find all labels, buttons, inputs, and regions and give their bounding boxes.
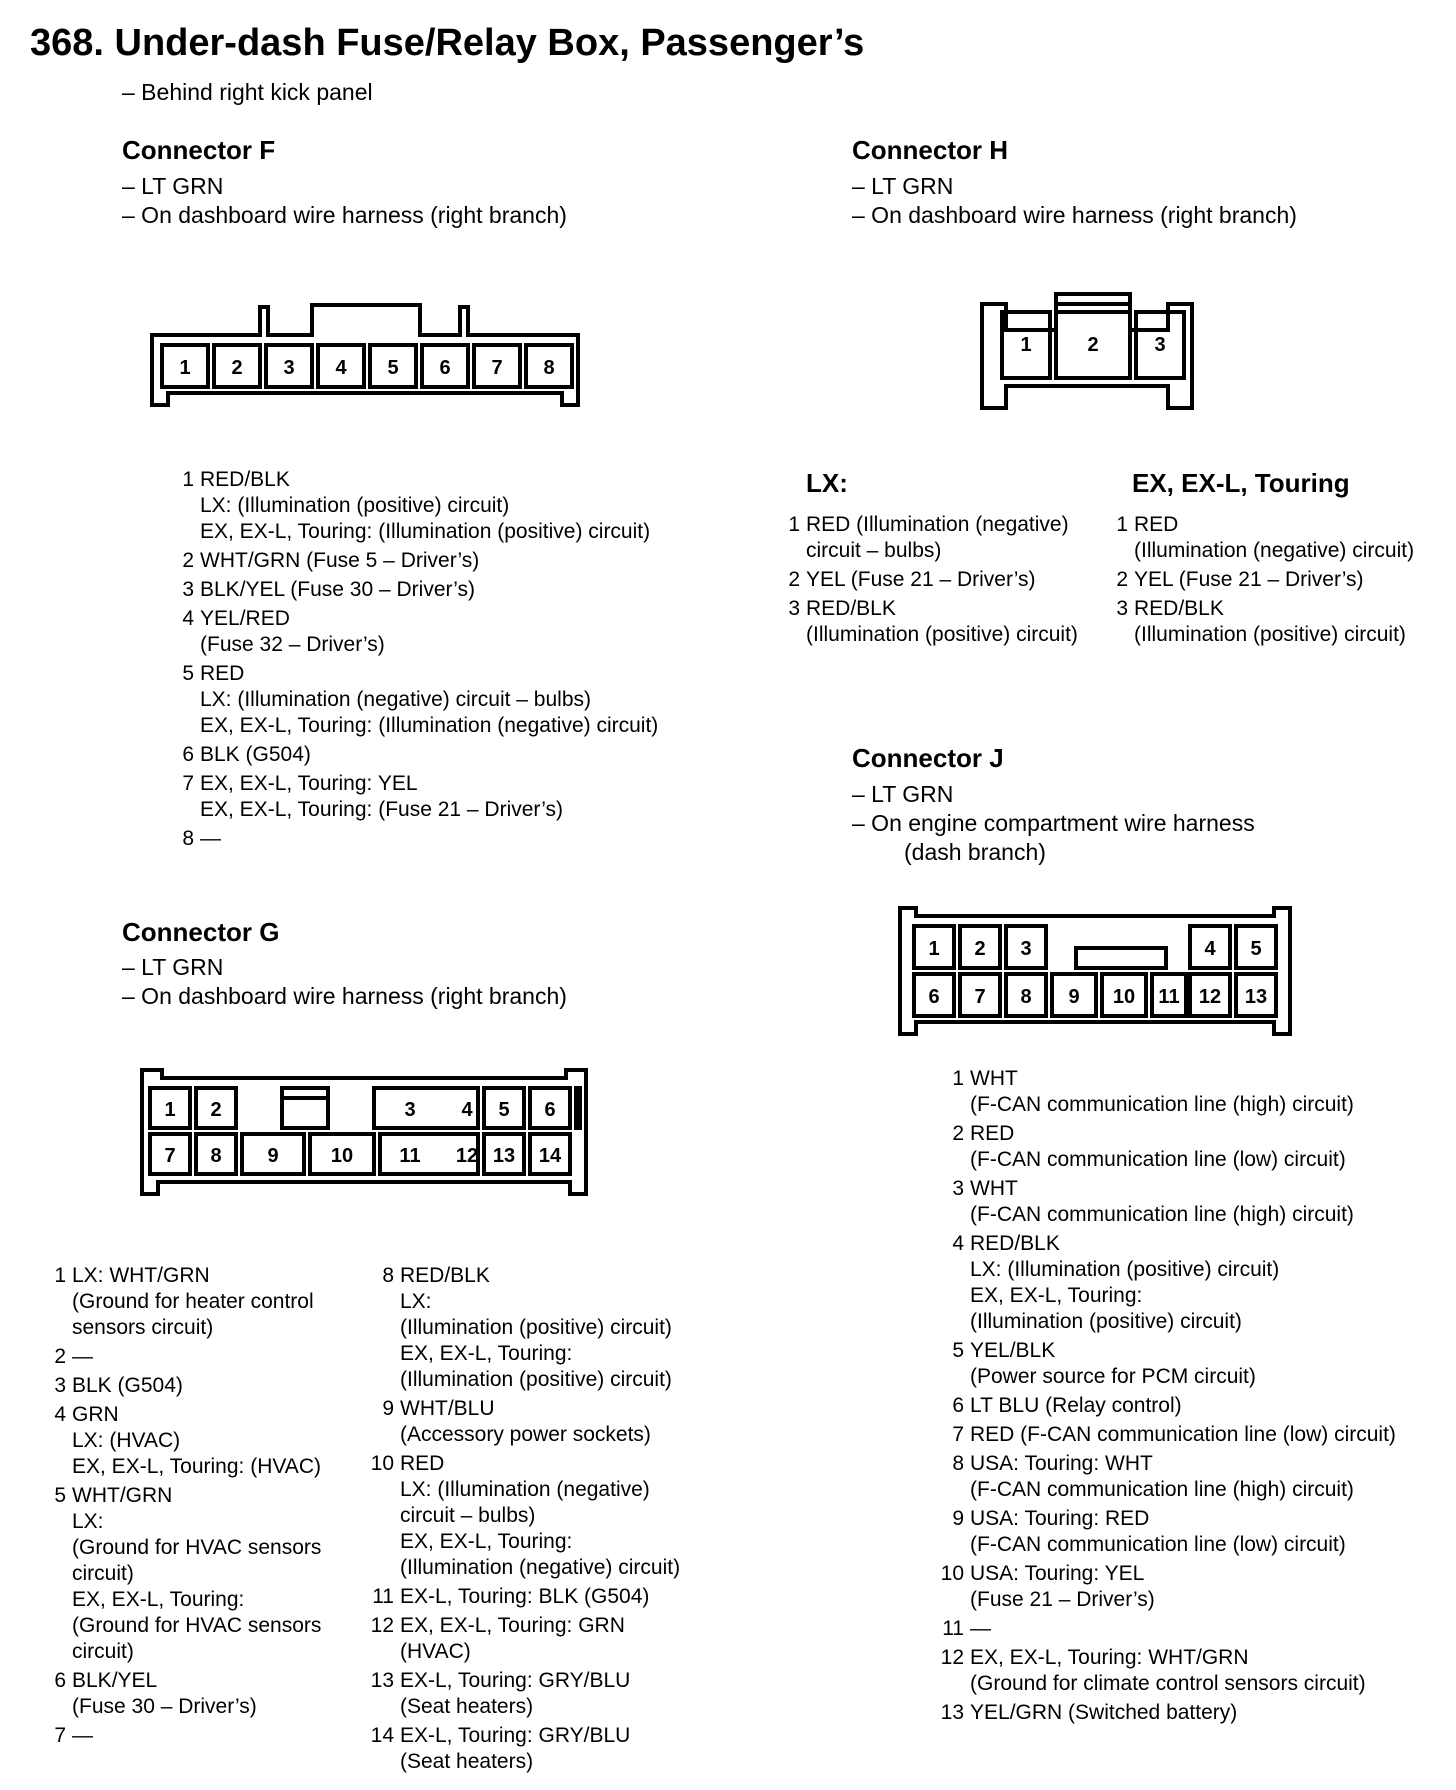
pin-number: 11: [942, 1617, 964, 1640]
pin-description-line: USA: Touring: WHT: [970, 1452, 1153, 1475]
pin-number: 3: [788, 597, 800, 620]
pin-entry: [48, 1373, 368, 1399]
pin-description-line: (Fuse 30 – Driver’s): [72, 1695, 257, 1718]
pin-description-line: (Ground for heater control: [72, 1290, 314, 1313]
pin-entry: [936, 1066, 1446, 1118]
pin-description-line: —: [200, 827, 221, 850]
pin-description-line: RED: [1134, 513, 1179, 536]
pin-entry: [176, 548, 736, 574]
pin-number: 6: [952, 1394, 964, 1417]
pin-description-line: WHT/GRN: [72, 1484, 173, 1507]
connector-j-cell-4: 4: [1204, 938, 1216, 960]
pin-entry: [176, 742, 736, 768]
pin-description-line: RED: [400, 1452, 445, 1475]
pin-description-line: YEL/GRN (Switched battery): [970, 1701, 1238, 1724]
pin-number: 2: [1116, 568, 1128, 591]
pin-number: 4: [54, 1403, 66, 1426]
pin-description-line: (F-CAN communication line (low) circuit): [970, 1533, 1346, 1556]
connector-f-pin-list: [176, 467, 736, 855]
pin-description-line: LX: (Illumination (positive) circuit): [970, 1258, 1280, 1281]
connector-j-cell-10: 10: [1112, 986, 1136, 1008]
pin-number: 11: [372, 1585, 394, 1608]
pin-description-line: EX-L, Touring: BLK (G504): [400, 1585, 650, 1608]
pin-entry: [936, 1393, 1446, 1419]
pin-number: 3: [182, 578, 194, 601]
connector-g-diagram: [130, 1058, 600, 1208]
pin-description-line: BLK (G504): [72, 1374, 183, 1397]
connector-g-cell-2: 2: [210, 1099, 222, 1121]
connector-j-diagram: [890, 898, 1302, 1038]
pin-description-line: EX, EX-L, Touring: (HVAC): [72, 1455, 321, 1478]
pin-entry: [366, 1584, 726, 1610]
pin-description-line: LX:: [400, 1290, 432, 1313]
connector-h-cell-3: 3: [1154, 334, 1166, 356]
pin-description-line: RED/BLK: [200, 468, 290, 491]
pin-description-line: circuit): [72, 1640, 134, 1663]
pin-entry: [1110, 567, 1450, 593]
pin-number: 9: [382, 1397, 394, 1420]
pin-description-line: RED: [200, 662, 245, 685]
pin-entry: [366, 1668, 726, 1720]
pin-description-line: circuit – bulbs): [400, 1504, 536, 1527]
connector-h-cell-labels: [1020, 334, 1165, 356]
pin-description-line: (Illumination (positive) circuit): [400, 1316, 672, 1339]
pin-description-line: EX, EX-L, Touring:: [400, 1530, 573, 1553]
pin-number: 10: [370, 1452, 394, 1475]
pin-entry: [366, 1723, 726, 1775]
pin-description-line: RED (F-CAN communication line (low) circuit): [970, 1423, 1396, 1446]
pin-description-line: —: [72, 1345, 93, 1368]
pin-description-line: BLK (G504): [200, 743, 311, 766]
pin-number: 1: [1116, 513, 1128, 536]
pin-description-line: RED/BLK: [1134, 597, 1224, 620]
pin-description-line: (Accessory power sockets): [400, 1423, 651, 1446]
pin-description-line: RED/BLK: [806, 597, 896, 620]
pin-description-line: YEL (Fuse 21 – Driver’s): [1134, 568, 1364, 591]
pin-description-line: RED (Illumination (negative): [806, 513, 1069, 536]
pin-number: 12: [370, 1614, 394, 1637]
connector-j-cell-13: 13: [1244, 986, 1268, 1008]
pin-description-line: RED/BLK: [400, 1264, 490, 1287]
connector-j-cell-3: 3: [1020, 938, 1032, 960]
pin-description-line: LX: WHT/GRN: [72, 1264, 210, 1287]
pin-entry: [176, 606, 736, 658]
pin-number: 1: [788, 513, 800, 536]
pin-entry: [936, 1121, 1446, 1173]
connector-j-cell-9: 9: [1068, 986, 1080, 1008]
pin-description-line: RED: [970, 1122, 1015, 1145]
connector-g-cell-5: 5: [498, 1099, 510, 1121]
pin-description-line: LX: (Illumination (negative) circuit – bulbs): [200, 688, 592, 711]
pin-description-line: EX, EX-L, Touring: (Illumination (positive) circuit): [200, 520, 651, 543]
connector-f-cell-labels: [179, 357, 554, 379]
pin-number: 2: [952, 1122, 964, 1145]
pin-entry: [48, 1344, 368, 1370]
pin-description-line: EX-L, Touring: GRY/BLU: [400, 1669, 631, 1692]
connector-j-pin-list: [936, 1066, 1446, 1729]
connector-h-color: – LT GRN: [852, 173, 954, 199]
pin-description-line: circuit – bulbs): [806, 539, 942, 562]
pin-number: 9: [952, 1507, 964, 1530]
pin-entry: [176, 826, 736, 852]
pin-number: 8: [382, 1264, 394, 1287]
pin-description-line: YEL/BLK: [970, 1339, 1056, 1362]
pin-entry: [48, 1668, 368, 1720]
pin-description-line: (F-CAN communication line (high) circuit): [970, 1093, 1354, 1116]
pin-description-line: WHT/GRN (Fuse 5 – Driver’s): [200, 549, 480, 572]
pin-entry: [936, 1561, 1446, 1613]
connector-g-cell-1: 1: [164, 1099, 176, 1121]
pin-number: 7: [182, 772, 194, 795]
connector-g-cell-7: 7: [164, 1145, 176, 1167]
pin-description-line: (F-CAN communication line (high) circuit): [970, 1478, 1354, 1501]
pin-entry: [1110, 512, 1450, 564]
pin-entry: [366, 1396, 726, 1448]
pin-description-line: EX, EX-L, Touring:: [72, 1588, 245, 1611]
connector-g-cell-14: 14: [538, 1145, 562, 1167]
pin-entry: [936, 1506, 1446, 1558]
pin-description-line: EX, EX-L, Touring: (Illumination (negative) circuit): [200, 714, 659, 737]
pin-description-line: LX: (Illumination (positive) circuit): [200, 494, 510, 517]
connector-g-cell-12: 12: [455, 1145, 479, 1167]
pin-entry: [936, 1338, 1446, 1390]
connector-j-harness: – On engine compartment wire harness: [852, 810, 1255, 836]
pin-number: 1: [54, 1264, 66, 1287]
pin-number: 6: [54, 1669, 66, 1692]
pin-number: 7: [952, 1423, 964, 1446]
connector-g-pin-list-right: [366, 1263, 726, 1778]
pin-description-line: WHT: [970, 1177, 1018, 1200]
connector-j-harness-branch: (dash branch): [904, 839, 1046, 865]
pin-number: 2: [788, 568, 800, 591]
pin-number: 4: [952, 1232, 964, 1255]
pin-description-line: EX, EX-L, Touring:: [400, 1342, 573, 1365]
connector-f-cell-5: 5: [387, 357, 399, 379]
pin-description-line: LX:: [72, 1510, 104, 1533]
pin-description-line: (Ground for HVAC sensors: [72, 1536, 322, 1559]
pin-description-line: (Fuse 32 – Driver’s): [200, 633, 385, 656]
pin-number: 2: [54, 1345, 66, 1368]
pin-entry: [1110, 596, 1450, 648]
pin-entry: [936, 1176, 1446, 1228]
pin-description-line: (Fuse 21 – Driver’s): [970, 1588, 1155, 1611]
page-title: 368. Under-dash Fuse/Relay Box, Passenger’s: [30, 22, 865, 64]
connector-j-cell-5: 5: [1250, 938, 1262, 960]
pin-description-line: (Ground for climate control sensors circuit): [970, 1672, 1366, 1695]
connector-h-cell-1: 1: [1020, 334, 1032, 356]
connector-j-cell-8: 8: [1020, 986, 1032, 1008]
connector-j-cell-12: 12: [1198, 986, 1222, 1008]
pin-number: 13: [370, 1669, 394, 1692]
pin-entry: [176, 771, 736, 823]
connector-h-lx-title: LX:: [806, 468, 848, 498]
connector-f-cell-6: 6: [439, 357, 451, 379]
connector-h-title: Connector H: [852, 135, 1008, 165]
pin-number: 6: [182, 743, 194, 766]
connector-g-cell-6: 6: [544, 1099, 556, 1121]
connector-f-cell-2: 2: [231, 357, 243, 379]
pin-description-line: USA: Touring: YEL: [970, 1562, 1145, 1585]
pin-number: 10: [940, 1562, 964, 1585]
connector-g-cell-11: 11: [399, 1145, 421, 1167]
pin-number: 5: [952, 1339, 964, 1362]
pin-number: 8: [182, 827, 194, 850]
connector-h-diagram: [972, 288, 1212, 414]
connector-f-diagram: [140, 295, 600, 415]
pin-description-line: —: [72, 1724, 93, 1747]
pin-description-line: (F-CAN communication line (low) circuit): [970, 1148, 1346, 1171]
pin-entry: [936, 1645, 1446, 1697]
connector-g-cell-3: 3: [404, 1099, 416, 1121]
pin-entry: [782, 512, 1102, 564]
pin-description-line: EX, EX-L, Touring: WHT/GRN: [970, 1646, 1249, 1669]
pin-description-line: WHT: [970, 1067, 1018, 1090]
pin-description-line: (Illumination (positive) circuit): [806, 623, 1078, 646]
connector-g-cell-13: 13: [492, 1145, 516, 1167]
pin-number: 3: [1116, 597, 1128, 620]
pin-description-line: (Illumination (positive) circuit): [400, 1368, 672, 1391]
connector-f-cell-4: 4: [335, 357, 347, 379]
pin-entry: [782, 567, 1102, 593]
pin-description-line: EX-L, Touring: GRY/BLU: [400, 1724, 631, 1747]
connector-g-cell-4: 4: [461, 1099, 473, 1121]
connector-h-ex-title: EX, EX-L, Touring: [1132, 468, 1350, 498]
pin-number: 4: [182, 607, 194, 630]
pin-description-line: BLK/YEL (Fuse 30 – Driver’s): [200, 578, 476, 601]
pin-entry: [936, 1616, 1446, 1642]
pin-entry: [366, 1451, 726, 1581]
pin-number: 1: [182, 468, 194, 491]
pin-entry: [782, 596, 1102, 648]
pin-number: 5: [54, 1484, 66, 1507]
pin-description-line: USA: Touring: RED: [970, 1507, 1150, 1530]
pin-entry: [936, 1422, 1446, 1448]
pin-description-line: EX, EX-L, Touring: YEL: [200, 772, 418, 795]
pin-description-line: (Illumination (negative) circuit): [1134, 539, 1415, 562]
pin-description-line: EX, EX-L, Touring:: [970, 1284, 1143, 1307]
pin-number: 13: [940, 1701, 964, 1724]
pin-description-line: (Ground for HVAC sensors: [72, 1614, 322, 1637]
pin-entry: [176, 577, 736, 603]
connector-j-title: Connector J: [852, 743, 1004, 773]
pin-entry: [176, 661, 736, 739]
connector-g-color: – LT GRN: [122, 954, 224, 980]
connector-j-cell-1: 1: [928, 938, 940, 960]
pin-description-line: RED/BLK: [970, 1232, 1060, 1255]
connector-h-lx-pin-list: [782, 512, 1102, 651]
pin-entry: [366, 1613, 726, 1665]
pin-description-line: —: [970, 1617, 991, 1640]
connector-g-pin-list-left: [48, 1263, 368, 1752]
connector-j-cell-6: 6: [928, 986, 940, 1008]
connector-g-cell-8: 8: [210, 1145, 222, 1167]
pin-description-line: LX: (HVAC): [72, 1429, 181, 1452]
pin-description-line: EX, EX-L, Touring: (Fuse 21 – Driver’s): [200, 798, 563, 821]
connector-h-harness: – On dashboard wire harness (right branch): [852, 202, 1297, 228]
pin-entry: [366, 1263, 726, 1393]
pin-description-line: (Illumination (positive) circuit): [1134, 623, 1406, 646]
pin-entry: [48, 1263, 368, 1341]
pin-description-line: EX, EX-L, Touring: GRN: [400, 1614, 625, 1637]
pin-description-line: YEL (Fuse 21 – Driver’s): [806, 568, 1036, 591]
connector-h-ex-pin-list: [1110, 512, 1450, 651]
pin-number: 14: [370, 1724, 394, 1747]
connector-g-title: Connector G: [122, 917, 280, 947]
pin-number: 12: [940, 1646, 964, 1669]
pin-description-line: WHT/BLU: [400, 1397, 495, 1420]
pin-description-line: LX: (Illumination (negative): [400, 1478, 650, 1501]
pin-entry: [48, 1402, 368, 1480]
connector-g-harness: – On dashboard wire harness (right branch): [122, 983, 567, 1009]
connector-f-harness: – On dashboard wire harness (right branch): [122, 202, 567, 228]
connector-f-cell-7: 7: [491, 357, 503, 379]
pin-entry: [936, 1700, 1446, 1726]
pin-description-line: sensors circuit): [72, 1316, 214, 1339]
pin-description-line: (F-CAN communication line (high) circuit): [970, 1203, 1354, 1226]
pin-description-line: LT BLU (Relay control): [970, 1394, 1182, 1417]
pin-description-line: circuit): [72, 1562, 134, 1585]
connector-j-cell-11: 11: [1158, 986, 1180, 1008]
pin-description-line: (Illumination (positive) circuit): [970, 1310, 1242, 1333]
connector-f-cell-1: 1: [179, 357, 191, 379]
pin-number: 2: [182, 549, 194, 572]
connector-h-cell-2: 2: [1087, 334, 1099, 356]
pin-description-line: (Seat heaters): [400, 1750, 534, 1773]
pin-number: 7: [54, 1724, 66, 1747]
pin-description-line: BLK/YEL: [72, 1669, 158, 1692]
pin-number: 5: [182, 662, 194, 685]
pin-number: 3: [54, 1374, 66, 1397]
connector-g-cell-10: 10: [330, 1145, 354, 1167]
connector-j-cell-7: 7: [974, 986, 986, 1008]
connector-j-color: – LT GRN: [852, 781, 954, 807]
pin-description-line: (Seat heaters): [400, 1695, 534, 1718]
connector-g-cell-9: 9: [267, 1145, 279, 1167]
pin-number: 3: [952, 1177, 964, 1200]
connector-f-color: – LT GRN: [122, 173, 224, 199]
connector-j-cell-2: 2: [974, 938, 986, 960]
pin-description-line: (Illumination (negative) circuit): [400, 1556, 681, 1579]
page-location: – Behind right kick panel: [122, 79, 373, 105]
pin-entry: [48, 1483, 368, 1665]
pin-description-line: (Power source for PCM circuit): [970, 1365, 1256, 1388]
pin-entry: [48, 1723, 368, 1749]
pin-description-line: YEL/RED: [200, 607, 290, 630]
pin-entry: [936, 1231, 1446, 1335]
pin-entry: [176, 467, 736, 545]
pin-description-line: (HVAC): [400, 1640, 471, 1663]
pin-number: 1: [952, 1067, 964, 1090]
connector-f-cell-3: 3: [283, 357, 295, 379]
pin-number: 8: [952, 1452, 964, 1475]
connector-f-title: Connector F: [122, 135, 276, 165]
pin-entry: [936, 1451, 1446, 1503]
connector-f-cell-8: 8: [543, 357, 555, 379]
pin-description-line: GRN: [72, 1403, 119, 1426]
